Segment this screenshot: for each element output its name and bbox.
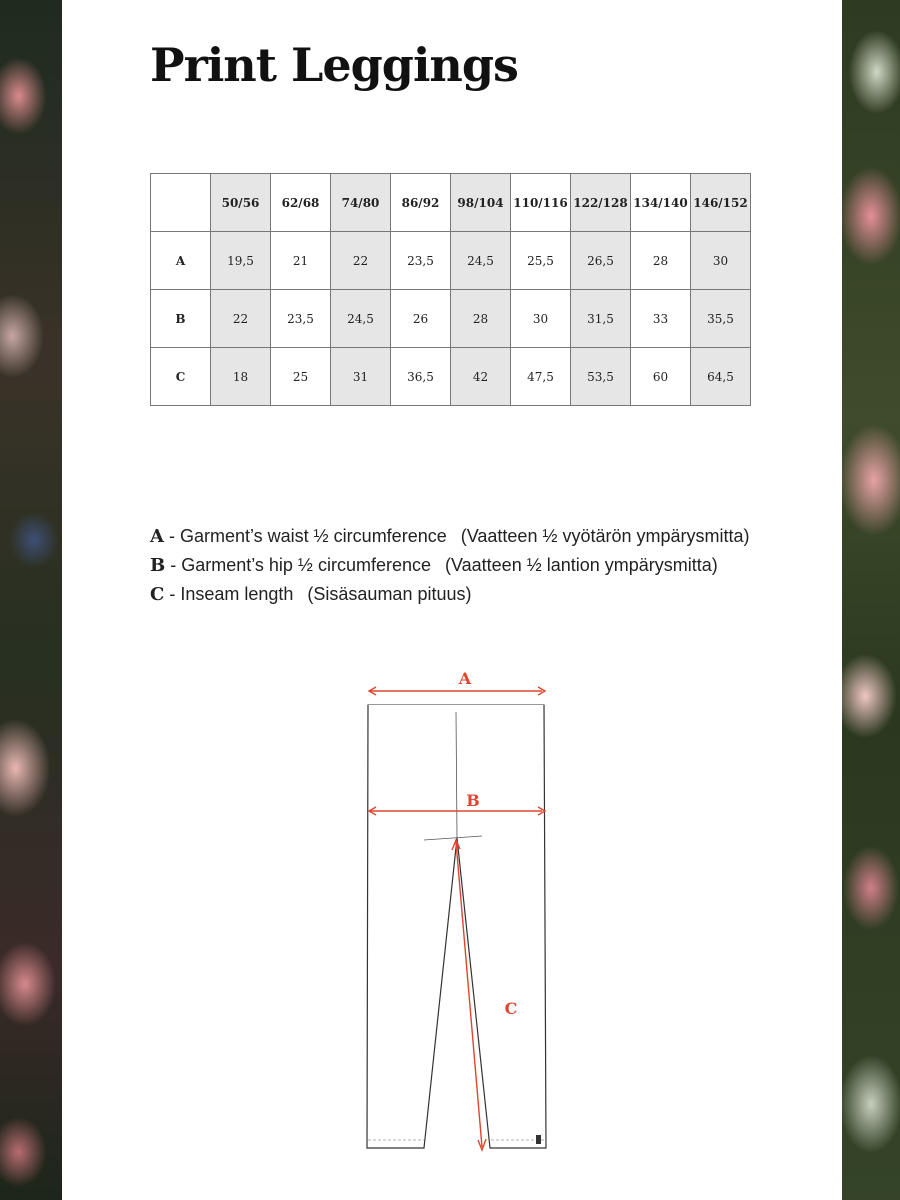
legend-translation: (Sisäsauman pituus) [307,584,472,604]
floral-background-left [0,0,62,1200]
table-cell: 53,5 [571,348,631,406]
legend-item-b [150,551,750,580]
size-header-row [151,174,751,232]
legend-translation: (Vaatteen ½ vyötärön ympärysmitta) [460,526,750,546]
table-cell: 33 [631,290,691,348]
table-cell: 30 [691,232,751,290]
size-header: 62/68 [271,174,331,232]
page-title: Print Leggings [150,38,518,92]
size-header: 134/140 [631,174,691,232]
size-header: 146/152 [691,174,751,232]
table-cell: 25 [271,348,331,406]
table-cell: 35,5 [691,290,751,348]
size-header: 86/92 [391,174,451,232]
size-header: 110/116 [511,174,571,232]
table-cell: 26 [391,290,451,348]
legend-text: - Garment’s waist ½ circumference [163,526,447,546]
row-label: C [151,348,211,406]
table-cell: 47,5 [511,348,571,406]
table-cell: 21 [271,232,331,290]
table-cell: 22 [211,290,271,348]
table-cell: 23,5 [391,232,451,290]
table-cell: 64,5 [691,348,751,406]
measurement-row-b [151,290,751,348]
legend-translation: (Vaatteen ½ lantion ympärysmitta) [444,555,718,575]
size-table [150,173,751,406]
legend-item-a [150,522,750,551]
table-cell: 26,5 [571,232,631,290]
table-cell: 28 [451,290,511,348]
size-header: 50/56 [211,174,271,232]
legend-text: - Garment’s hip ½ circumference [165,555,431,575]
size-guide-page [62,0,842,1200]
measure-c-label: C [504,999,518,1018]
legend-letter: A [150,526,164,547]
measurement-legend [150,522,750,609]
table-cell: 42 [451,348,511,406]
table-cell: 36,5 [391,348,451,406]
brand-tag [536,1135,541,1144]
table-cell: 19,5 [211,232,271,290]
measurement-row-c [151,348,751,406]
measure-a-label: A [458,669,472,688]
table-cell: 31 [331,348,391,406]
row-label: A [151,232,211,290]
table-cell: 23,5 [271,290,331,348]
table-cell: 22 [331,232,391,290]
table-cell: 18 [211,348,271,406]
table-cell: 24,5 [451,232,511,290]
measurement-row-a [151,232,751,290]
size-header: 98/104 [451,174,511,232]
leggings-diagram [352,660,572,1160]
corner-cell [151,174,211,232]
table-cell: 25,5 [511,232,571,290]
table-cell: 60 [631,348,691,406]
size-header: 74/80 [331,174,391,232]
measure-b-label: B [466,791,480,810]
table-cell: 30 [511,290,571,348]
legend-letter: B [150,555,166,576]
size-header: 122/128 [571,174,631,232]
table-cell: 31,5 [571,290,631,348]
table-cell: 28 [631,232,691,290]
table-cell: 24,5 [331,290,391,348]
legend-letter: C [150,584,165,605]
legend-item-c [150,580,750,609]
floral-background-right [842,0,900,1200]
row-label: B [151,290,211,348]
legend-text: - Inseam length [164,584,294,604]
